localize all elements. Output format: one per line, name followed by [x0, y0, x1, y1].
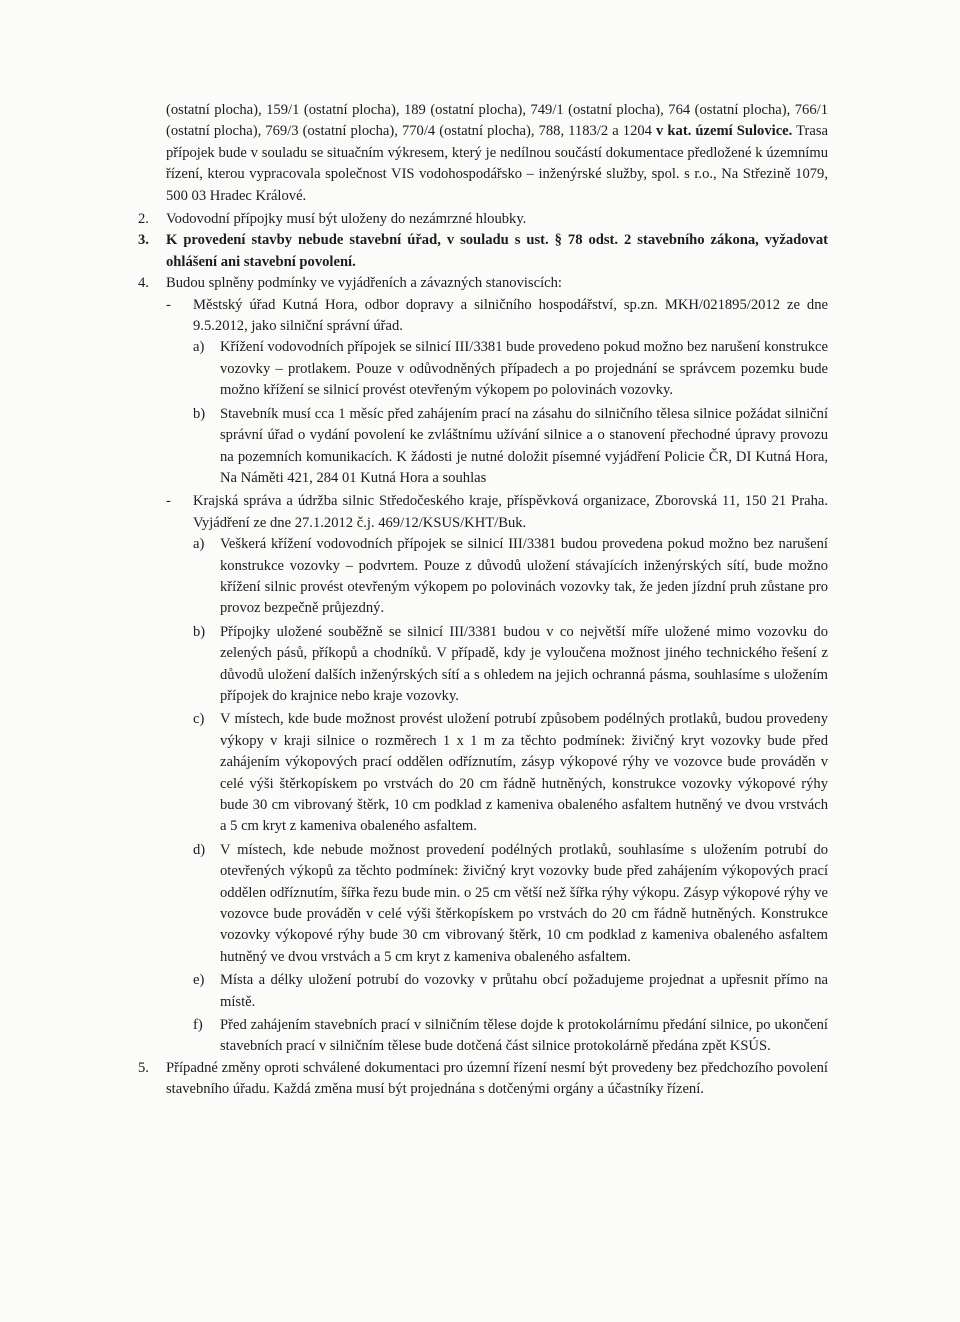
condition-4-text: Budou splněny podmínky ve vyjádřeních a závazných stanoviscích: [166, 275, 562, 292]
condition-2-number: 2. [138, 211, 149, 228]
authority-1-item-b-letter: b) [193, 405, 206, 422]
authority-1-dash: - [166, 296, 171, 313]
authority-2-item-b [193, 622, 828, 708]
authority-2-dash: - [166, 493, 171, 510]
condition-5-number: 5. [138, 1059, 149, 1076]
authority-1-item-b-text: Stavebník musí cca 1 měsíc před zahájením prací na zásahu do silničního tělesa silnice požádat silniční správní úřad o vydání povolení ke zvláštnímu užívání silnice a o stanovení přechodné úpravy provozu na pozemních komunikacích. K žádosti je nutné doložit písemné vyjádření Policie ČR, DI Kutná Hora, Na Náměti 421, 284 01 Kutná Hora a souhlas [220, 405, 828, 486]
authority-ksus [166, 491, 828, 1058]
condition-4 [138, 273, 828, 1058]
authority-2-item-e-letter: e) [193, 972, 205, 989]
authority-1-item-a-text: Křížení vodovodních přípojek se silnicí III/3381 bude provedeno pokud možno bez narušení konstrukce vozovky – protlakem. Pouze v odůvodněných případech a po projednání se správcem pozemku bude možno křížení se silnicí provést otevřeným výkopem po polovinách vozovky. [220, 339, 828, 399]
authority-2-item-e [193, 970, 828, 1013]
condition-4-intro [138, 273, 828, 294]
authority-2-item-c [193, 709, 828, 837]
condition-2-text: Vodovodní přípojky musí být uloženy do nezámrzné hloubky. [166, 211, 527, 228]
intro-text: (ostatní plocha), 159/1 (ostatní plocha), 189 (ostatní plocha), 749/1 (ostatní plocha), 764 (ostatní plocha), 766/1 (ostatní plocha), 769/3 (ostatní plocha), 770/4 (ostatní plocha), 788, 1183/2 a 1204 [166, 102, 828, 140]
authority-2-item-a-text: Veškerá křížení vodovodních přípojek se silnicí III/3381 budou provedena pokud možno bez narušení konstrukce vozovky – podvrtem. Pouze z důvodů uložení stávajících inženýrských sítí, bude možno křížení silnic provést otevřeným výkopem po polovinách vozovky tak, že jeden jízdní pruh zůstane pro provoz bezpečně průjezdný. [220, 536, 828, 617]
authority-2-item-f-text: Před zahájením stavebních prací v silničním tělese dojde k protokolárnímu předání silnice, po ukončení stavebních prací v silničním tělese bude dotčená část silnice protokolárně předána zpět KSÚS. [220, 1017, 828, 1055]
intro-bold: v kat. území Sulovice. [651, 123, 793, 140]
authority-2-item-b-text: Přípojky uložené souběžně se silnicí III/3381 budou v co největší míře uložené mimo vozovku do zelených pásů, příkopů a chodníků. V případě, kdy je vyloučena možnost jiného technického řešení z důvodů uložení dalších inženýrských sítí a s ohledem na jejich ochranná pásma, souhlasíme s uložením přípojek do krajnice nebo kraje vozovky. [220, 623, 828, 704]
intro-rest: Trasa přípojek bude v souladu se situačním výkresem, který je nedílnou součástí dokumentace předložené k územnímu řízení, kterou vypracovala společnost VIS vodohospodářsko – inženýrské služby, spol. s r.o., Na Střezině 1079, 500 03 Hradec Králové. [166, 123, 828, 204]
authority-1-item-b [193, 404, 828, 490]
authority-2-item-d-letter: d) [193, 841, 206, 858]
condition-5 [138, 1058, 828, 1101]
document-body [138, 100, 828, 1101]
authority-2-item-d [193, 840, 828, 968]
authority-2-item-c-letter: c) [193, 711, 205, 728]
authority-mu-kutna-hora [166, 295, 828, 490]
authority-2-text: Krajská správa a údržba silnic Středočeského kraje, příspěvková organizace, Zborovská 11, 150 21 Praha. Vyjádření ze dne 27.1.2012 č.j. 469/12/KSUS/KHT/Buk. [193, 493, 828, 531]
authority-2-item-a-letter: a) [193, 536, 205, 553]
authority-2-item-e-text: Místa a délky uložení potrubí do vozovky v průtahu obcí požadujeme projednat a upřesnit přímo na místě. [220, 972, 828, 1010]
authority-2-item-b-letter: b) [193, 623, 206, 640]
authority-1-item-a-letter: a) [193, 339, 205, 356]
condition-3 [138, 230, 828, 273]
condition-3-text: K provedení stavby nebude stavební úřad, v souladu s ust. § 78 odst. 2 stavebního zákona, vyžadovat ohlášení ani stavební povolení. [166, 232, 828, 270]
condition-4-number: 4. [138, 275, 149, 292]
condition-5-text: Případné změny oproti schválené dokumentaci pro územní řízení nesmí být provedeny bez předchozího povolení stavebního úřadu. Každá změna musí být projednána s dotčenými orgány a účastníky řízení. [166, 1059, 828, 1098]
authority-2-item-c-text: V místech, kde bude možnost provést uložení potrubí způsobem podélných protlaků, budou provedeny výkopy v kraji silnice o rozměrech 1 x 1 m za těchto podmínek: živičný kryt vozovky bude před zahájením výkopových prací oddělen odříznutím, zásyp výkopové rýhy ve vozovce bude prováděn v celé výši štěrkopískem po vrstvách do 20 cm řádně hutněných, konstrukce vozovky výkopové rýhy bude 30 cm vibrovaný štěrk, 10 cm podklad z kameniva obaleného asfaltem hutněný ve dvou vrstvách a 5 cm kryt z kameniva obaleného asfaltem. [220, 711, 828, 835]
authority-1-text: Městský úřad Kutná Hora, odbor dopravy a silničního hospodářství, sp.zn. MKH/021895/2012 ze dne 9.5.2012, jako silniční správní úřad. [193, 296, 828, 335]
condition-3-number: 3. [138, 232, 149, 249]
authority-2-item-f-letter: f) [193, 1017, 203, 1034]
authority-1-item-a [193, 337, 828, 401]
authority-2-item-d-text: V místech, kde nebude možnost provedení podélných protlaků, souhlasíme s uložením potrubí do otevřených výkopů za těchto podmínek: živičný kryt vozovky bude před zahájením výkopových prací oddělen odříznutím, šířka řezu bude min. o 25 cm větší než šířka rýhy výkopu. Zásyp výkopové rýhy ve vozovce bude prováděn v celé výši štěrkopískem po vrstvách do 20 cm řádně hutněných. Konstrukce vozovky výkopové rýhy bude 30 cm vibrovaný štěrk, 10 cm podklad z kameniva obaleného asfaltem hutněný ve dvou vrstvách a 5 cm kryt z kameniva obaleného asfaltem. [220, 841, 828, 965]
intro-paragraph [166, 100, 828, 207]
condition-2 [138, 209, 828, 230]
authority-2-item-a [193, 534, 828, 620]
authority-2-item-f [193, 1015, 828, 1058]
